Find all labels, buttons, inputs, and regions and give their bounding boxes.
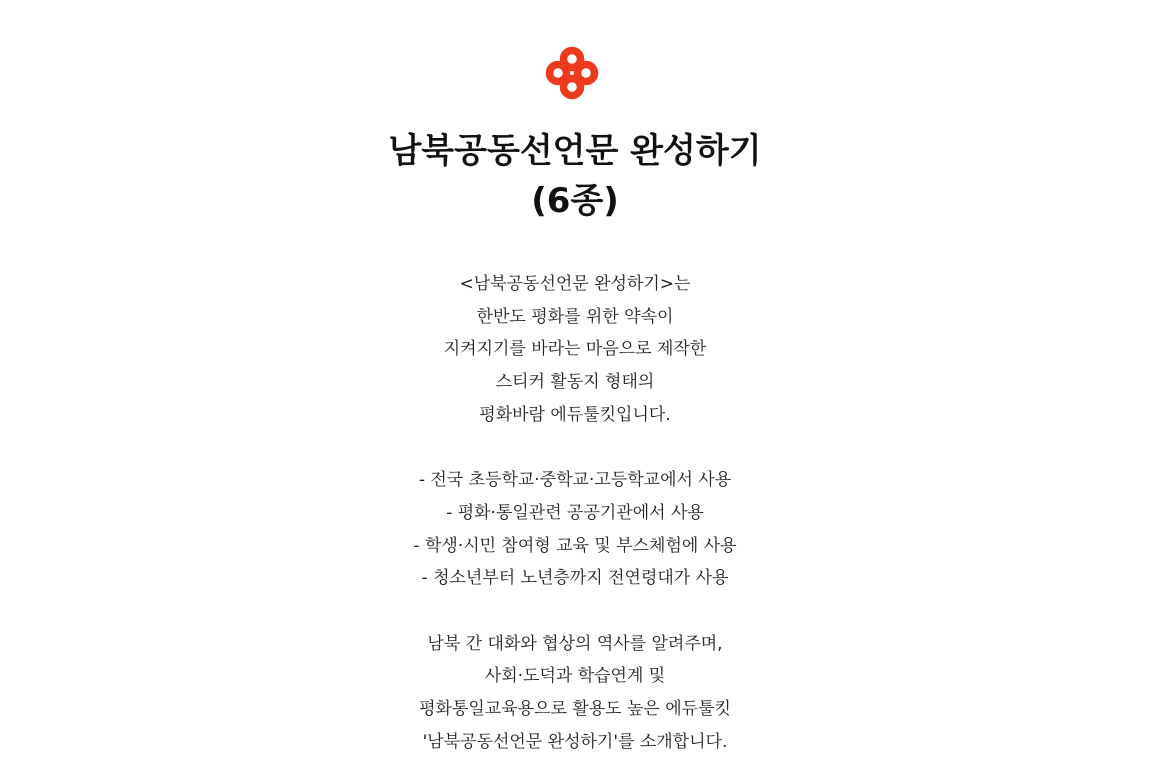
usage-item: - 청소년부터 노년층까지 전연령대가 사용 xyxy=(421,568,729,589)
brand-logo-icon xyxy=(544,45,600,101)
description xyxy=(0,268,1150,759)
intro-paragraph xyxy=(0,268,1150,432)
page-title-line-2: (6종) xyxy=(531,181,619,221)
closing-line: 평화통일교육용으로 활용도 높은 에듀툴킷 xyxy=(419,699,731,720)
usage-item: - 평화·통일관련 공공기관에서 사용 xyxy=(446,502,704,523)
intro-line: 평화바람 에듀툴킷입니다. xyxy=(479,404,671,425)
closing-line: 남북 간 대화와 협상의 역사를 알려주며, xyxy=(427,633,723,654)
intro-line: <남북공동선언문 완성하기>는 xyxy=(459,274,691,294)
four-circle-knot-logo-icon xyxy=(544,45,600,101)
usage-list xyxy=(0,464,1150,595)
closing-line: 사회·도덕과 학습연계 및 xyxy=(484,666,666,687)
intro-line: 스티커 활동지 형태의 xyxy=(495,372,655,393)
page-title xyxy=(0,126,1150,226)
closing-paragraph xyxy=(0,628,1150,759)
closing-line: '남북공동선언문 완성하기'를 소개합니다. xyxy=(422,731,728,752)
usage-item: - 전국 초등학교·중학교·고등학교에서 사용 xyxy=(418,470,732,491)
usage-item: - 학생·시민 참여형 교육 및 부스체험에 사용 xyxy=(413,535,737,556)
intro-line: 한반도 평화를 위한 약속이 xyxy=(476,306,674,327)
intro-line: 지켜지기를 바라는 마음으로 제작한 xyxy=(443,339,707,360)
page-title-line-1: 남북공동선언문 완성하기 xyxy=(388,131,762,171)
